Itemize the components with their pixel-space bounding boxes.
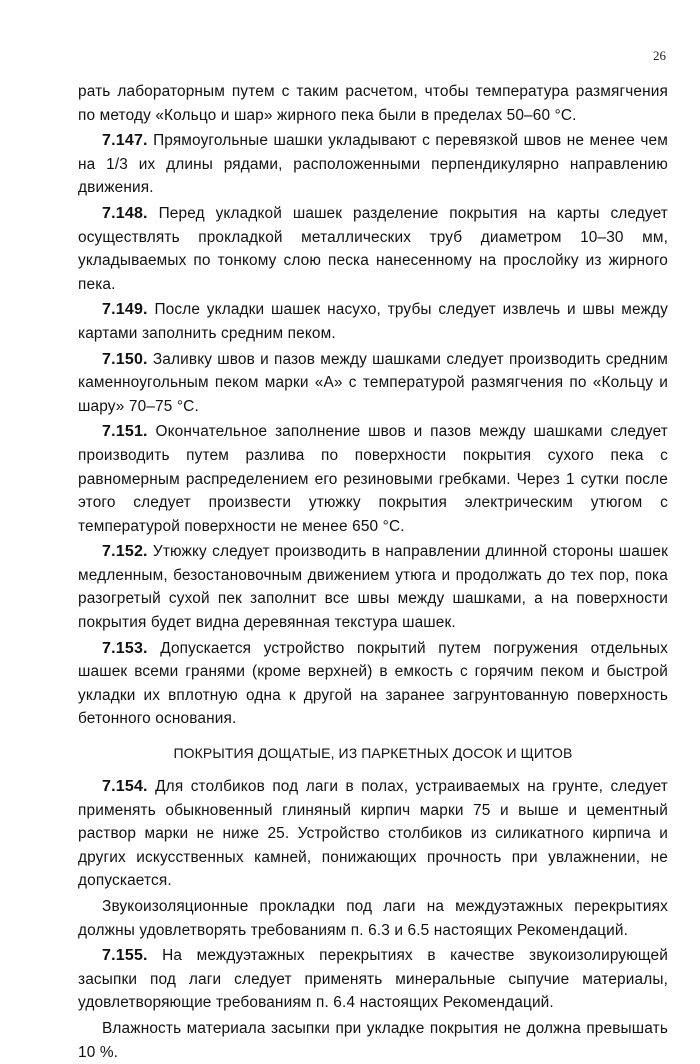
paragraph-7-154-soundproofing: Звукоизоляционные прокладки под лаги на междуэтажных перекрытиях должны удовлетворять требованиям п. 6.3 и 6.5 настоящих Рекомендаций. xyxy=(78,898,668,939)
paragraph-text: Утюжку следует производить в направлении длинной стороны шашек медленным, безостановочным движением утюга и продолжать до тех пор, пока разогретый сухой пек заполнит все швы между шашками, а на поверхности покрытия будет видна деревянная текстура шашек. xyxy=(78,543,668,632)
page-number: 26 xyxy=(653,48,666,63)
continuation-paragraph: рать лабораторным путем с таким расчетом, чтобы температура размягчения по методу «Кольцо и шар» жирного пека были в пределах 50–60 °С. xyxy=(78,83,668,124)
paragraph-text: Прямоугольные шашки укладывают с перевязкой швов не менее чем на 1/3 их длины рядами, расположенными перпендикулярно направлению движения. xyxy=(78,132,668,197)
paragraph-7-152 xyxy=(78,540,668,634)
paragraph-text: Перед укладкой шашек разделение покрытия на карты следует осуществлять прокладкой металлических труб диаметром 10–30 мм, укладываемых по тонкому слою песка нанесенному на прослойку из жирного пека. xyxy=(78,204,668,293)
paragraph-number: 7.152. xyxy=(102,543,148,561)
paragraph-text: Окончательное заполнение швов и пазов между шашками следует производить путем разлива по поверхности покрытия сухого пека с равномерным распределением его резиновыми гребками. Через 1 сутки после этого следует произвести утюжку покрытия электрическим утюгом с температурой поверхности не менее 650 °С. xyxy=(78,423,668,535)
paragraph-7-150 xyxy=(78,348,668,419)
paragraph-number: 7.148. xyxy=(102,204,148,222)
paragraph-7-153 xyxy=(78,637,668,731)
paragraph-7-155-moisture: Влажность материала засыпки при укладке покрытия не должна превышать 10 %. xyxy=(78,1019,668,1061)
paragraph-number: 7.151. xyxy=(102,423,148,441)
paragraph-text: Заливку швов и пазов между шашками следует производить средним каменноугольным пеком марки «А» с температурой размягчения по «Кольцу и шару» 70–75 °С. xyxy=(78,350,668,415)
document-page xyxy=(78,40,668,1064)
paragraph-number: 7.153. xyxy=(102,639,148,657)
paragraph-number: 7.147. xyxy=(102,132,148,150)
paragraph-text: После укладки шашек насухо, трубы следует извлечь и швы между картами заполнить средним пеком. xyxy=(78,301,668,342)
paragraph-number: 7.150. xyxy=(102,350,148,368)
paragraph-7-155 xyxy=(78,944,668,1015)
paragraph-7-154 xyxy=(78,775,668,893)
paragraph-number: 7.149. xyxy=(102,301,148,319)
paragraph-text: Для столбиков под лаги в полах, устраиваемых на грунте, следует применять обыкновенный глиняный кирпич марки 75 и выше и цементный раствор марки не ниже 25. Устройство столбиков из силикатного кирпича и других искусственных камней, понижающих прочность при увлажнении, не допускается. xyxy=(78,778,668,890)
paragraph-7-148 xyxy=(78,202,668,296)
paragraph-number: 7.154. xyxy=(102,778,148,796)
paragraph-text: Допускается устройство покрытий путем погружения отдельных шашек всеми гранями (кроме верхней) в емкость с горячим пеком и быстрой укладки их вплотную одна к другой на заранее загрунтованную поверхность бетонного основания. xyxy=(78,639,668,728)
section-title: ПОКРЫТИЯ ДОЩАТЫЕ, ИЗ ПАРКЕТНЫХ ДОСОК И ЩИТОВ xyxy=(173,745,573,762)
paragraph-7-147 xyxy=(78,129,668,200)
paragraph-7-149 xyxy=(78,298,668,345)
paragraph-7-151 xyxy=(78,420,668,538)
paragraph-number: 7.155. xyxy=(102,947,148,965)
paragraph-text: На междуэтажных перекрытиях в качестве звукоизолирующей засыпки под лаги следует применять минеральные сыпучие материалы, удовлетворяющие требованиям п. 6.4 настоящих Рекомендаций. xyxy=(78,947,668,1012)
